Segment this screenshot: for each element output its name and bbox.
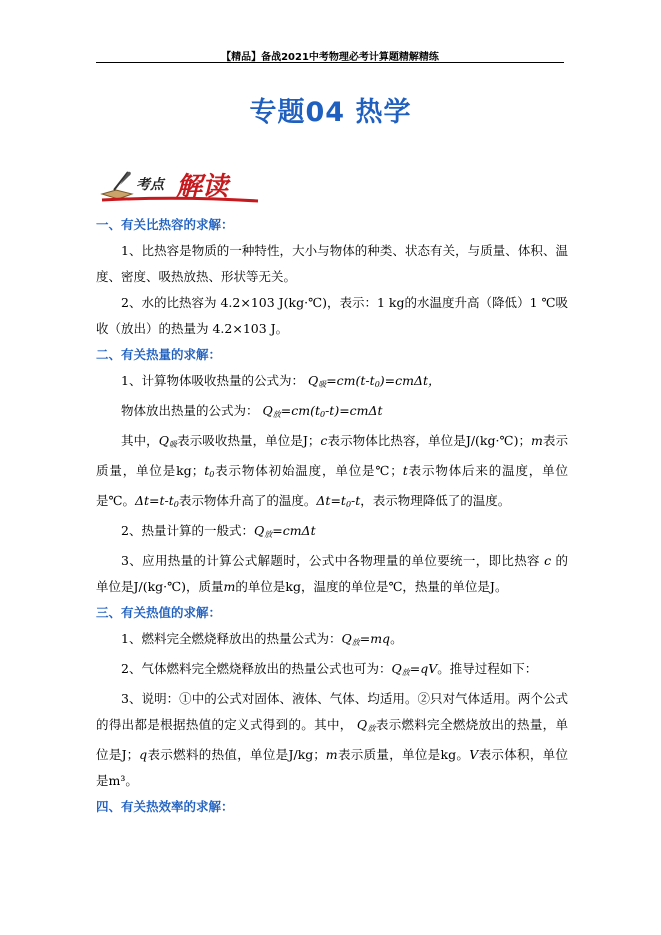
- section-banner: [100, 166, 260, 202]
- formula-line: [96, 368, 568, 398]
- banner-label-small: 考点: [136, 177, 164, 193]
- formula-line: 2、气体燃料完全燃烧释放出的热量公式也可为：$Q_放=qV$。推导过程如下：: [121, 661, 538, 677]
- formula-line: 1、燃料完全燃烧释放出的热量公式为：$Q_放=mq$。: [121, 631, 403, 647]
- main-content: [96, 212, 568, 820]
- banner-label-big: 解读: [176, 172, 229, 202]
- header-divider: [96, 62, 564, 63]
- formula-line: 2、热量计算的一般式：$Q_放=cm\Delta t$: [121, 523, 316, 539]
- section-heading: 二、有关热量的求解：: [96, 347, 222, 362]
- section-heading: 四、有关热效率的求解：: [96, 799, 234, 814]
- formula-label: 1、计算物体吸收热量的公式为：: [121, 373, 304, 388]
- paragraph: 3、应用热量的计算公式解题时，公式中各物理量的单位要统一，即比热容 c 的单位是J/(kg·℃)，质量m的单位是kg，温度的单位是℃，热量的单位是J。: [96, 553, 568, 594]
- section-heading: 一、有关比热容的求解：: [96, 217, 234, 232]
- paragraph: 2、水的比热容为 4.2×103 J(kg·℃)，表示：1 kg的水温度升高（降低）1 ℃吸收（放出）的热量为 4.2×103 J。: [96, 295, 568, 336]
- formula-line: [96, 398, 568, 428]
- banner-underline: [100, 196, 260, 204]
- formula-release: $Q_放=cm(t_0-t)=cm\Delta t$: [262, 403, 383, 419]
- formula-label: 物体放出热量的公式为：: [121, 403, 259, 418]
- paragraph: 其中，$Q_吸$表示吸收热量，单位是J；c表示物体比热容，单位是J/(kg·℃)；m表示质量，单位是kg；$t_0$表示物体初始温度，单位是℃；t表示物体后来的温度，单位是℃。$\Delta t=t-t_0$表示物体升高了的温度。$\Delta t=t_0-t$，表示物理降低了的温度。: [96, 433, 569, 509]
- section-heading: 三、有关热值的求解：: [96, 605, 222, 620]
- paragraph: 3、说明：①中的公式对固体、液体、气体、均适用。②只对气体适用。两个公式的得出都是根据热值的定义式得到的。其中， $Q_放$表示燃料完全燃烧放出的热量，单位是J；q表示燃料的热值，单位是J/kg；m表示质量，单位是kg。V表示体积，单位是m³。: [96, 691, 568, 788]
- formula-absorb: $Q_吸=cm(t-t_0)=cm\Delta t$，: [307, 373, 441, 389]
- paragraph: 1、比热容是物质的一种特性，大小与物体的种类、状态有关，与质量、体积、温度、密度、吸热放热、形状等无关。: [96, 243, 568, 284]
- page-header: 【精品】备战2021中考物理必考计算题精解精练: [221, 52, 439, 63]
- page-title: 专题04 热学: [249, 97, 412, 128]
